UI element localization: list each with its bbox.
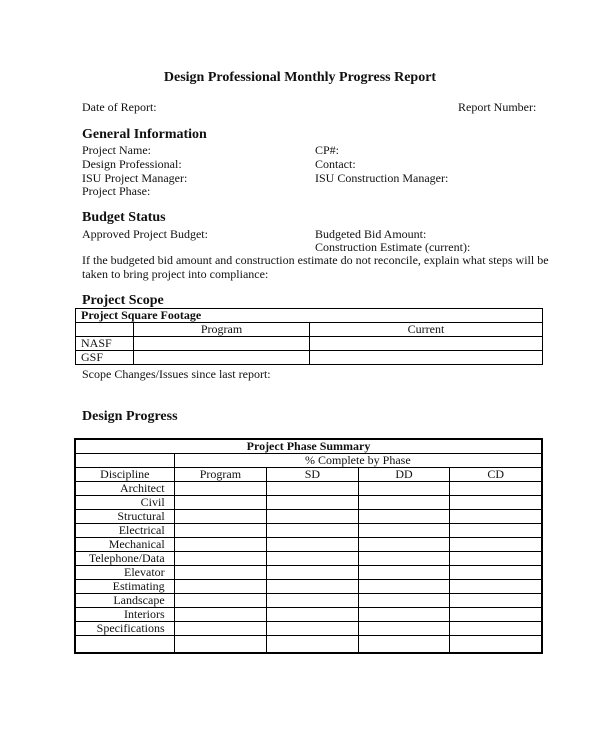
table-row <box>75 636 542 654</box>
phase-percent-cell[interactable] <box>267 566 359 580</box>
discipline-label: Interiors <box>75 608 174 622</box>
report-title: Design Professional Monthly Progress Report <box>163 70 437 85</box>
nasf-program-cell[interactable] <box>134 337 310 351</box>
phase-percent-cell[interactable] <box>358 566 450 580</box>
phase-percent-cell[interactable] <box>267 608 359 622</box>
phase-percent-cell[interactable] <box>450 496 542 510</box>
project-scope-heading: Project Scope <box>82 293 164 308</box>
phase-percent-cell[interactable] <box>174 608 266 622</box>
phase-percent-cell[interactable] <box>267 622 359 636</box>
isu-construction-manager-label: ISU Construction Manager: <box>315 171 449 185</box>
phase-percent-cell[interactable] <box>174 524 266 538</box>
discipline-label: Elevator <box>75 566 174 580</box>
phase-percent-cell[interactable] <box>174 566 266 580</box>
budgeted-bid-label: Budgeted Bid Amount: <box>315 227 427 241</box>
phase-percent-cell[interactable] <box>267 510 359 524</box>
square-footage-table <box>75 308 543 365</box>
approved-budget-label: Approved Project Budget: <box>82 227 208 241</box>
project-phase-label: Project Phase: <box>82 184 151 198</box>
phase-percent-cell[interactable] <box>174 482 266 496</box>
phase-percent-cell[interactable] <box>358 496 450 510</box>
date-of-report-label: Date of Report: <box>82 100 157 114</box>
discipline-label: Civil <box>75 496 174 510</box>
phase-percent-cell[interactable] <box>174 538 266 552</box>
gsf-program-cell[interactable] <box>134 351 310 365</box>
scope-changes-label: Scope Changes/Issues since last report: <box>82 367 271 381</box>
discipline-label: Structural <box>75 510 174 524</box>
construction-estimate-label: Construction Estimate (current): <box>315 240 471 254</box>
discipline-label: Electrical <box>75 524 174 538</box>
isu-project-manager-label: ISU Project Manager: <box>82 171 188 185</box>
program-phase-header: Program <box>174 468 266 482</box>
phase-percent-cell[interactable] <box>267 552 359 566</box>
budget-note-line1: If the budgeted bid amount and construction estimate do not reconcile, explain what steps will be <box>82 253 549 267</box>
discipline-rows <box>75 482 542 654</box>
contact-label: Contact: <box>315 157 356 171</box>
phase-percent-cell[interactable] <box>450 552 542 566</box>
phase-percent-cell[interactable] <box>267 636 359 654</box>
phase-percent-cell[interactable] <box>267 580 359 594</box>
design-professional-label: Design Professional: <box>82 157 182 171</box>
current-column-header: Current <box>310 323 543 337</box>
phase-percent-cell[interactable] <box>267 594 359 608</box>
phase-percent-cell[interactable] <box>358 482 450 496</box>
phase-percent-cell[interactable] <box>174 510 266 524</box>
table-row <box>75 622 542 636</box>
program-column-header: Program <box>134 323 310 337</box>
phase-percent-cell[interactable] <box>358 608 450 622</box>
cp-number-label: CP#: <box>315 143 340 157</box>
table-cell <box>75 636 174 654</box>
discipline-label: Specifications <box>75 622 174 636</box>
discipline-label: Telephone/Data <box>75 552 174 566</box>
budget-note-line2: taken to bring project into compliance: <box>82 267 269 281</box>
design-progress-heading: Design Progress <box>82 409 178 424</box>
table-row <box>75 566 542 580</box>
phase-percent-cell[interactable] <box>267 538 359 552</box>
phase-percent-cell[interactable] <box>450 482 542 496</box>
table-row <box>76 337 543 351</box>
phase-percent-cell[interactable] <box>450 524 542 538</box>
table-row <box>75 454 542 468</box>
phase-percent-cell[interactable] <box>450 608 542 622</box>
phase-percent-cell[interactable] <box>450 622 542 636</box>
table-cell <box>76 323 134 337</box>
discipline-label: Landscape <box>75 594 174 608</box>
phase-percent-cell[interactable] <box>358 552 450 566</box>
cd-phase-header: CD <box>450 468 542 482</box>
phase-percent-cell[interactable] <box>174 594 266 608</box>
nasf-label: NASF <box>76 337 134 351</box>
table-row <box>75 524 542 538</box>
table-row <box>75 510 542 524</box>
phase-percent-cell[interactable] <box>358 636 450 654</box>
table-row <box>75 608 542 622</box>
phase-percent-cell[interactable] <box>267 496 359 510</box>
phase-percent-cell[interactable] <box>450 594 542 608</box>
phase-summary-title: Project Phase Summary <box>75 439 542 454</box>
report-number-label: Report Number: <box>458 100 537 114</box>
phase-percent-cell[interactable] <box>267 482 359 496</box>
table-row <box>76 309 543 323</box>
table-row <box>76 351 543 365</box>
phase-percent-cell[interactable] <box>358 524 450 538</box>
table-row <box>75 552 542 566</box>
phase-percent-cell[interactable] <box>358 580 450 594</box>
complete-by-phase-header: % Complete by Phase <box>174 454 542 468</box>
phase-percent-cell[interactable] <box>174 636 266 654</box>
table-row <box>75 482 542 496</box>
phase-summary-table <box>74 438 543 654</box>
project-name-label: Project Name: <box>82 143 151 157</box>
phase-percent-cell[interactable] <box>450 636 542 654</box>
phase-percent-cell[interactable] <box>174 622 266 636</box>
phase-percent-cell[interactable] <box>358 510 450 524</box>
general-information-heading: General Information <box>82 127 207 142</box>
table-row <box>75 496 542 510</box>
discipline-column-header: Discipline <box>75 468 174 482</box>
dd-phase-header: DD <box>358 468 450 482</box>
nasf-current-cell[interactable] <box>310 337 543 351</box>
table-row <box>75 468 542 482</box>
phase-percent-cell[interactable] <box>450 538 542 552</box>
phase-percent-cell[interactable] <box>267 524 359 538</box>
phase-percent-cell[interactable] <box>358 538 450 552</box>
table-row <box>75 580 542 594</box>
gsf-label: GSF <box>76 351 134 365</box>
discipline-label: Architect <box>75 482 174 496</box>
table-row <box>76 323 543 337</box>
table-cell <box>75 454 174 468</box>
phase-percent-cell[interactable] <box>174 580 266 594</box>
phase-percent-cell[interactable] <box>450 510 542 524</box>
phase-percent-cell[interactable] <box>174 552 266 566</box>
table-row <box>75 594 542 608</box>
phase-percent-cell[interactable] <box>450 566 542 580</box>
phase-percent-cell[interactable] <box>450 580 542 594</box>
sd-phase-header: SD <box>267 468 359 482</box>
phase-percent-cell[interactable] <box>358 594 450 608</box>
table-row <box>75 439 542 454</box>
budget-status-heading: Budget Status <box>82 210 166 225</box>
gsf-current-cell[interactable] <box>310 351 543 365</box>
discipline-label: Mechanical <box>75 538 174 552</box>
square-footage-title: Project Square Footage <box>76 309 543 323</box>
discipline-label: Estimating <box>75 580 174 594</box>
table-row <box>75 538 542 552</box>
phase-percent-cell[interactable] <box>358 622 450 636</box>
phase-percent-cell[interactable] <box>174 496 266 510</box>
